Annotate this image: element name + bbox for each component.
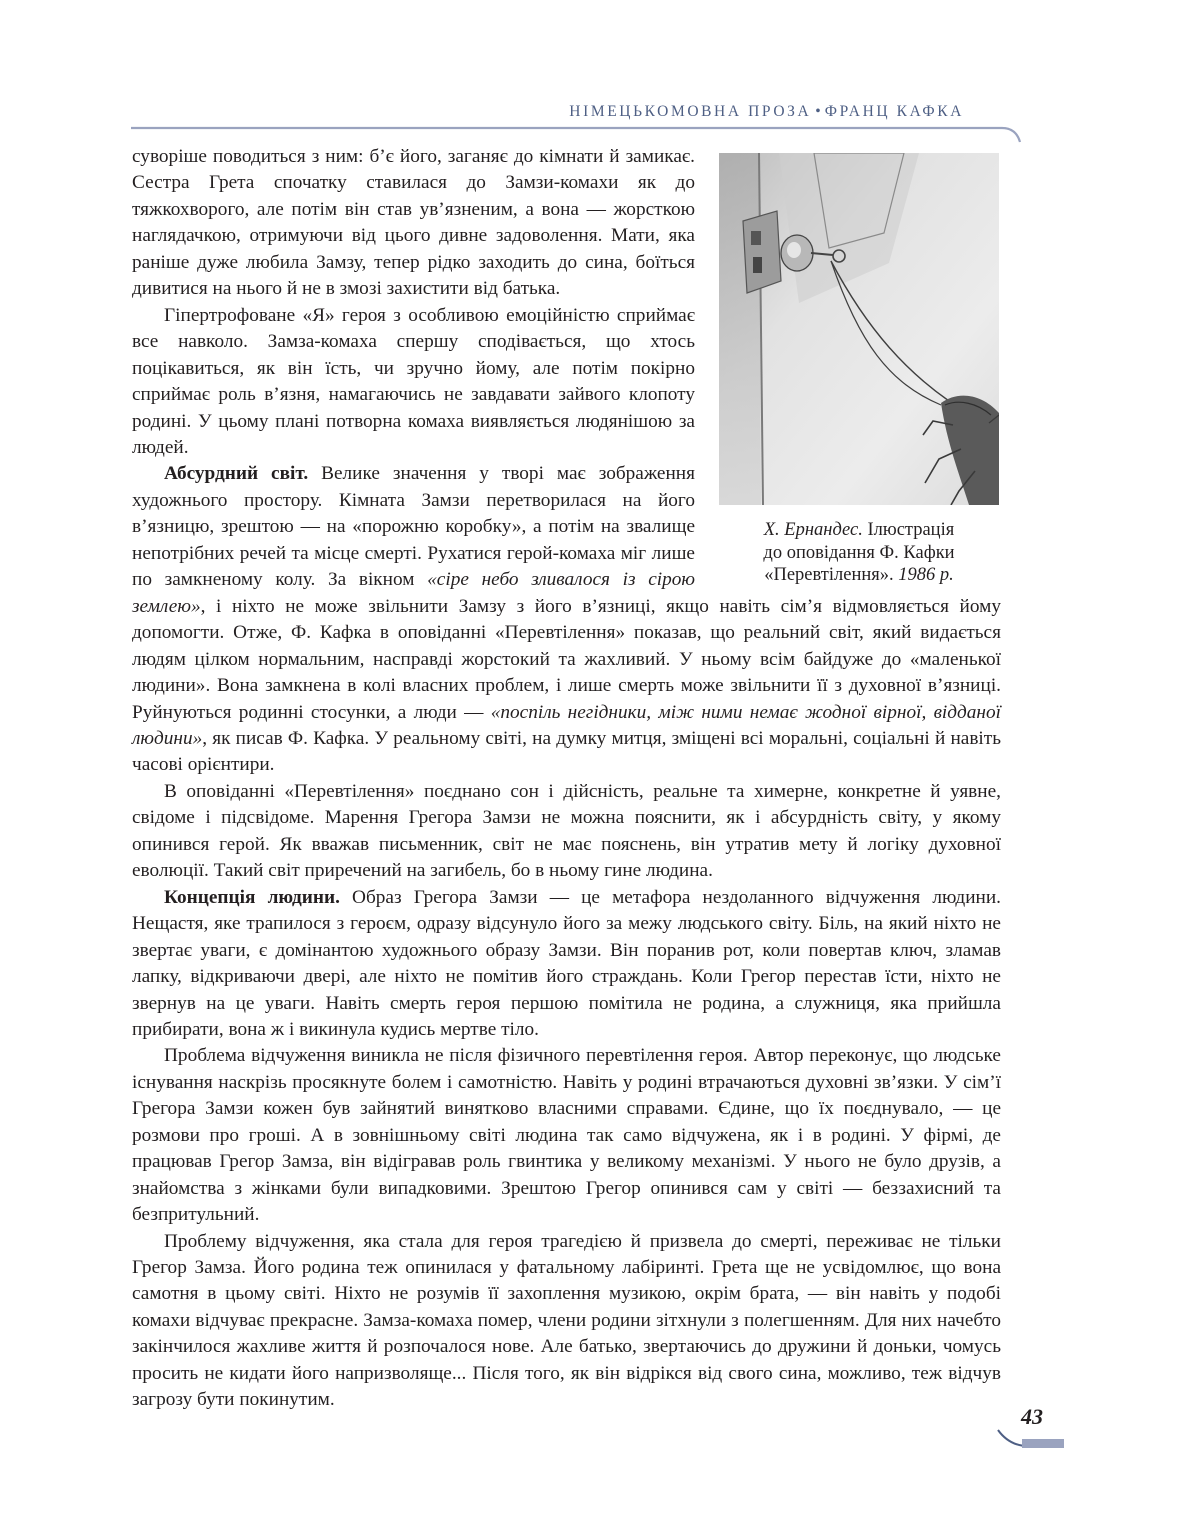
quote-grey-sky: «сіре небо зливалося із сірою землею» [132, 569, 695, 617]
paragraph-1: суворіше поводиться з ним: б’є його, заганяє до кімнати й замикає. Сестра Грета спочатку ставилася до Замзи-комахи як до тяжкохворого, але потім він став ув’язненим, а вона — жорсткою наглядачкою, отримуючи від цього дивне задоволення. Мати, яка раніше дуже любила Замзу, тепер рідко заходить до сина, боїться дивитися на нього й не в змозі захистити від батька. [132, 146, 695, 300]
heading-human-concept: Концепція людини. [164, 886, 340, 908]
running-head-section: НІМЕЦЬКОМОВНА ПРОЗА [569, 103, 812, 120]
paragraph-3-part-a: Велике значення у творі має зображення художнього простору. Кімната Замзи перетворилася на його в’язницю, зрештою — на «порожню коробку», а потім на звалище непотрібних речей та місце смерті. Рухатися герой-комаха міг лише по замкненому колу. За вікном [132, 463, 695, 591]
running-head-author: ФРАНЦ КАФКА [824, 103, 964, 120]
body-text [132, 144, 1001, 1414]
caption-text-3: «Перевтілення». [764, 565, 899, 585]
running-head-separator: • [815, 103, 821, 120]
heading-absurd-world: Абсурдний світ. [164, 463, 309, 485]
caption-text-2: до оповідання Ф. Кафки [763, 542, 955, 563]
caption-year: 1986 р. [898, 565, 954, 585]
header-rule [0, 0, 1190, 160]
paragraph-2: Гіпертрофоване «Я» героя з особливою емоційністю сприймає все навколо. Замза-комаха спершу сподівається, що хтось поцікавиться, як він їсть, чи зручно йому, але потім покірно сприймає роль в’язня, намагаючись не завдавати зайвого клопоту родині. У цьому плані потворна комаха виявляється людянішою за людей. [132, 304, 695, 458]
paragraph-3-part-c: , як писав Ф. Кафка. У реальному світі, на думку митця, зміщені всі моральні, соціальні й навіть часові орієнтири. [132, 727, 1001, 776]
paragraph-6: Проблема відчуження виникла не після фізичного перевтілення героя. Автор переконує, що людське існування наскрізь просякнуте болем і самотністю. Навіть у родині втрачаються духовні зв’язки. У сім’ї Грегора Замзи кожен був зайнятий винятково власними справами. Єдине, що їх поєднувало, — це розмови про гроші. А в зовнішньому світі людина так само відчужена, як і в родині. У фірмі, де працював Грегор Замза, він відігравав роль гвинтика у великому механізмі. У нього не було друзів, а знайомства з жінками були випадковими. Зрештою Грегор опинився сам у світі — беззахисний та безпритульний. [132, 1045, 1001, 1226]
page-number: 43 [1021, 1404, 1043, 1429]
caption-artist: Х. Ернандес. [763, 520, 863, 540]
paragraph-5 [132, 885, 1001, 1044]
paragraph-7: Проблему відчуження, яка стала для героя трагедією й призвела до смерті, переживає не тільки Грегор Замза. Його родина теж опинилася у фатальному лабіринті. Грета ще не усвідомлює, що вона самотня в цьому світі. Ніхто не розумів її захоплення музикою, окрім брата, — він навіть у подобі комахи відчуває прекрасне. Замза-комаха помер, члени родини зітхнули з полегшенням. Для них начебто закінчилося жахливе життя й розпочалося нове. Але батько, звертаючись до дружини й доньки, чомусь просить не кидати його напризволяще... Після того, як він відрікся від свого сина, можливо, теж відчув загрозу бути покинутим. [132, 1230, 1001, 1411]
paragraph-5-text: Образ Грегора Замзи — це метафора нездоланного відчуження людини. Нещастя, яке трапилося з героєм, одразу відсунуло його за межу людського світу. Біль, на який ніхто не звертає уваги, є домінантою художнього образу Замзи. Він поранив рот, коли повертав ключ, зламав лапку, відкриваючи двері, але ніхто не помітив його страждань. Коли Грегор перестав їсти, ніхто не звернув на це уваги. Навіть смерть героя першою помітила не родина, а служниця, яка прийшла прибирати, вона ж і викинула кудись мертве тіло. [132, 886, 1001, 1040]
paragraph-3-part-b: , і ніхто не може звільнити Замзу з його в’язниці, якщо навіть сім’я відмовляється йому допомогти. Отже, Ф. Кафка в оповіданні «Перевтілення» показав, що реальний світ, який видається людям цілком нормальним, насправді жорстокий та жахливий. У ньому всім байдуже до «маленької людини». Вона замкнена в колі власних проблем, і лише смерть може звільнити її з духовної в’язниці. Руйнуються родинні стосунки, а люди — [132, 595, 1001, 723]
caption-text-1: Ілюстрація [862, 520, 955, 540]
quote-scoundrels: «поспіль негідники, між ними немає жодної вірної, відданої людини» [132, 701, 1002, 749]
figure-space [695, 144, 1001, 580]
paragraph-4: В оповіданні «Перевтілення» поєднано сон і дійсність, реальне та химерне, конкретне й уявне, свідоме і підсвідоме. Марення Грегора Замзи не можна пояснити, як і абсурдність світу, у якому опинився герой. Як вважав письменник, світ не має пояснень, він утратив мету й логіку духовної еволюції. Такий світ приречений на загибель, бо в ньому гине людина. [132, 780, 1001, 882]
